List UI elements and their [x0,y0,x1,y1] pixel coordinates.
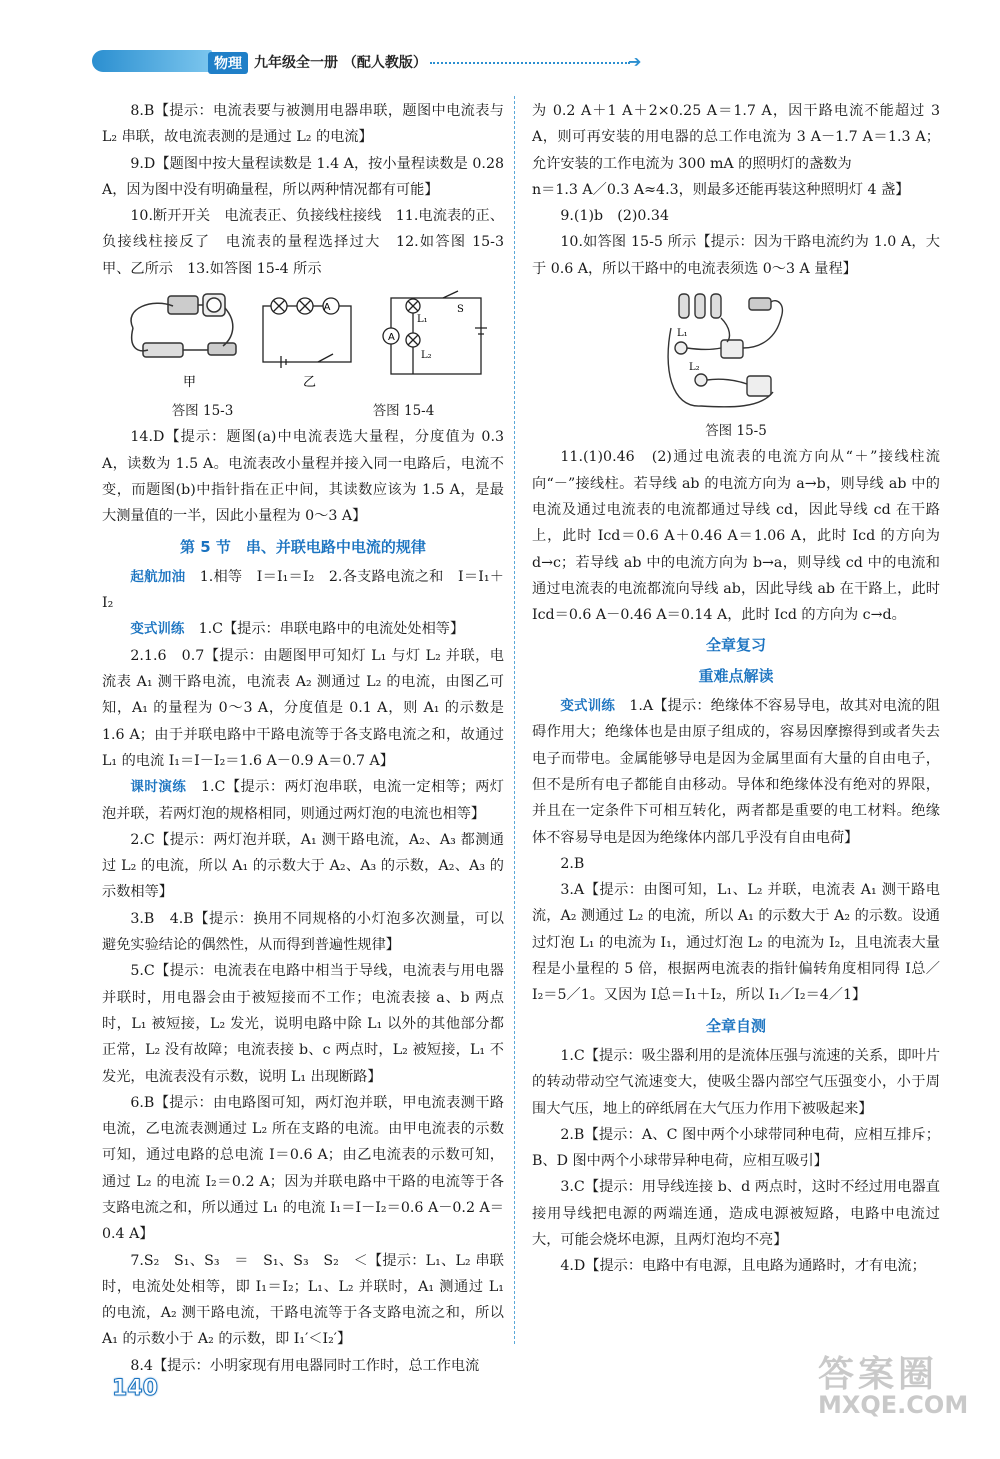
section-title-5: 第 5 节 串、并联电路中电流的规律 [180,537,426,556]
answer-10-r: 10.如答图 15-5 所示【提示：因为干路电流约为 1.0 A，大于 0.6 A，所以干路中的电流表须选 0～3 A 量程】 [532,234,940,277]
circuit-jia [131,294,236,357]
answer-keshi-6: 6.B【提示：由电路图可知，两灯泡并联，甲电流表测干路电流，乙电流表测通过 L₂ 所在支路的电流。由甲电流表的示数可知，通过电路的总电流 I＝0.6 A；由乙电流表的示数可知，通过 L₂ 的电流 I₂＝0.2 A；因为并联电路中干路的电流等于各支路电流之和，所以通过 L₁ 的电流 I₁＝I－I₂＝0.6 A－0.2 A＝0.4 A】 [102,1094,504,1243]
circuit-15-4 [383,291,487,374]
answer-10-13: 10.断开开关 电流表正、负接线柱接线 11.电流表的正、负接线柱接反了 电流表的量程选择过大 12.如答图 15-3 甲、乙所示 13.如答图 15-4 所示 [102,208,504,277]
page-header [0,38,1000,88]
label-yi: 乙 [303,375,317,391]
subject-tag: 物理 [208,52,248,74]
answer-review-2: 2.B [560,855,585,872]
caption-15-4: 答图 15-4 [372,403,435,420]
header-dotted-line [430,62,630,64]
left-column [102,98,504,1379]
label-jia: 甲 [183,375,197,391]
arrow-icon: ➔ [628,52,642,71]
answer-bianshi-1: 1.C【提示：串联电路中的电流处处相等】 [198,621,465,638]
figure-15-5 [661,288,811,418]
label-l2-155: L₂ [689,362,700,374]
label-ammeter-154: A [388,332,395,344]
answer-keshi-5: 5.C【提示：电流表在电路中相当于导线，电流表与用电器并联时，用电器会由于被短接而不工作；电流表接 a、b 两点时，L₁ 被短接，L₂ 发光，说明电路中除 L₁ 以外的其他部分都正常，L₂ 没有故障；电流表接 b、c 两点时，L₂ 被短接，L₁ 不发光，电流表没有示数，说明 L₁ 出现断路】 [102,963,504,1085]
label-l1-155: L₁ [677,328,688,340]
watermark [818,1346,968,1419]
answer-keshi-2: 2.C【提示：两灯泡并联，A₁ 测干路电流，A₂、A₃ 都测通过 L₂ 的电流，所以 A₁ 的示数大于 A₂、A₃ 的示数，A₂、A₃ 的示数相等】 [102,831,504,901]
section-self-test: 全章自测 [705,1016,766,1035]
keyword-qihang: 起航加油 [130,568,186,585]
answer-9-r: 9.(1)b (2)0.34 [560,208,669,225]
answer-keshi-8: 8.4【提示：小明家现有用电器同时工作时，总工作电流 [130,1357,480,1374]
keyword-bianshi: 变式训练 [130,621,185,638]
column-divider [514,96,515,1344]
answer-keshi-7: 7.S₂ S₁、S₃ ＝ S₁、S₃ S₂ ＜【提示：L₁、L₂ 串联时，电流处处相等，即 I₁＝I₂；L₁、L₂ 并联时，A₁ 测通过 L₁ 的电流，A₂ 测干路电流，干路电流等于各支路电流之和，所以 A₁ 的示数小于 A₂ 的示数，即 I₁′＜I₂′】 [102,1252,504,1348]
answer-bianshi-2: 2.1.6 0.7【提示：由题图甲可知灯 L₁ 与灯 L₂ 并联，电流表 A₁ 测干路电流，电流表 A₂ 测通过 L₂ 的电流，由图乙可知，A₁ 的量程为 0～3 A，分度值是 0.1 A，则 A₁ 的示数是 1.6 A；由于并联电路中干路电流等于各支路电流之和，故通过 L₁ 的电流 I₁＝I－I₂＝1.6 A－0.9 A＝0.7 A】 [102,647,504,769]
section-key-points: 重难点解读 [698,666,774,685]
answer-keshi-1: 1.C【提示：两灯泡串联，电流一定相等；两灯泡并联，若两灯泡的规格相同，则通过两灯泡的电流也相等】 [102,779,504,822]
label-l2: L₂ [421,350,432,362]
book-title: 九年级全一册 （配人教版） [254,55,427,71]
right-column [532,98,940,1280]
answer-review-3: 3.A【提示：由图可知，L₁、L₂ 并联，电流表 A₁ 测干路电流，A₂ 测通过 L₂ 的电流，所以 A₁ 的示数大于 A₂ 的示数。设通过灯泡 L₁ 的电流为 I₁，通过灯泡 L₂ 的电流为 I₂，且电流表大量程是小量程的 5 倍，根据两电流表的指针偏转角度相同得 I总／I₂＝5／1。又因为 I总＝I₁＋I₂，所以 I₁／I₂＝4／1】 [532,882,940,1004]
header-band [92,50,212,72]
answer-8-formula: n＝1.3 A／0.3 A≈4.3，则最多还能再装这种照明灯 4 盏】 [532,181,910,198]
label-ammeter-yi: A [323,302,331,314]
answer-test-3: 3.C【提示：用导线连接 b、d 两点时，这时不经过用电器直接用导线把电源的两端连通，造成电源被短路，电路中电流过大，可能会烧坏电源，且两灯泡均不亮】 [532,1179,940,1248]
section-chapter-review: 全章复习 [705,636,766,655]
keyword-bianshi-r: 变式训练 [560,698,616,715]
answer-test-4: 4.D【提示：电路中有电源，且电路为通路时，才有电流； [560,1258,926,1275]
caption-15-5: 答图 15-5 [705,423,767,440]
answer-keshi-3-4: 3.B 4.B【提示：换用不同规格的小灯泡多次测量，可以避免实验结论的偶然性，从而得到普遍性规律】 [102,910,504,954]
answer-14: 14.D【提示：题图(a)中电流表选大量程，分度值为 0.3 A，读数为 1.5 A。电流表改小量程并接入同一电路后，电流不变，而题图(b)中指针指在正中间，其读数应该为 1.5 A，是最大测量值的一半，因此小量程为 0～3 A】 [102,429,504,525]
answer-test-2: 2.B【提示：A、C 图中两个小球带同种电荷，应相互排斥；B、D 图中两个小球带异种电荷，应相互吸引】 [532,1126,940,1170]
page-number: 140 [112,1376,158,1401]
watermark-line2: MXQE.COM [818,1391,969,1419]
answer-qihang: 1.相等 I＝I₁＝I₂ 2.各支路电流之和 I＝I₁＋I₂ [102,568,504,612]
answer-test-1: 1.C【提示：吸尘器利用的是流体压强与流速的关系，即叶片的转动带动空气流速变大，使吸尘器内部空气压强变小，小于周围大气压，地上的碎纸屑在大气压力作用下被吸起来】 [532,1047,940,1117]
answer-11-r: 11.(1)0.46 (2)通过电流表的电流方向从“＋”接线柱流向“－”接线柱。若导线 ab 的电流方向为 a→b，则导线 ab 中的电流及通过电流表的电流都通过导线 cd，因此导线 cd 在干路上，此时 Icd＝0.6 A＋0.46 A＝1.06 A，此时 Icd 的方向为 d→c；若导线 ab 中的电流方向为 b→a，则导线 cd 中的电流和通过电流表的电流都流向导线 ab，因此导线 ab 在干路上，此时 Icd＝0.6 A－0.46 A＝0.14 A，此时 Icd 的方向为 c→d。 [532,449,940,624]
watermark-line1: 答案圈 [818,1354,939,1395]
keyword-keshi: 课时演练 [130,779,187,796]
answer-9: 9.D【题图中按大量程读数是 1.4 A，按小量程读数是 0.28 A，因为图中没有明确量程，所以两种情况都有可能】 [102,155,504,198]
label-s: S [457,304,464,316]
figure-15-3-15-4 [113,288,493,398]
caption-15-3: 答图 15-3 [171,403,234,420]
answer-review-1: 1.A【提示：绝缘体不容易导电，故其对电流的阻碍作用大；绝缘体也是由原子组成的，容易因摩擦得到或者失去电子而带电。金属能够导电是因为金属里面有大量的自由电子，但不是所有电子都能自由移动。导体和绝缘体没有绝对的界限，并且在一定条件下可相互转化，两者都是重要的电工材料。绝缘体不容易导电是因为绝缘体内部几乎没有自由电荷】 [532,698,940,846]
label-l1: L₁ [417,314,428,326]
answer-8-continued: 为 0.2 A＋1 A＋2×0.25 A＝1.7 A，因干路电流不能超过 3 A，则可再安装的用电器的总工作电流为 3 A－1.7 A＝1.3 A；允许安装的工作电流为 300 mA 的照明灯的盏数为 [532,103,940,172]
circuit-yi [263,298,351,368]
answer-8: 8.B【提示：电流表要与被测用电器串联，题图中电流表与 L₂ 串联，故电流表测的是通过 L₂ 的电流】 [102,103,504,146]
